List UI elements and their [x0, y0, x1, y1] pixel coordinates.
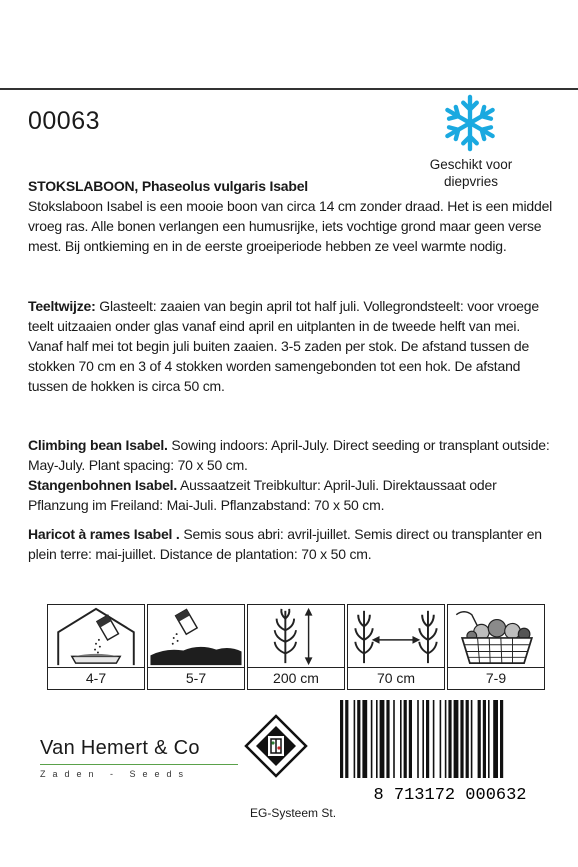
- german-section: [28, 475, 558, 515]
- barcode-bar: [371, 700, 373, 778]
- eg-system-label: EG-Systeem St.: [250, 806, 337, 820]
- barcode-bar: [362, 700, 367, 778]
- german-body: Aussaatzeit Treibkultur: April-Juli. Direktaussaat oder Pflanzung im Freiland: Mai-Juli. Pflanzabstand: 70 x 50 cm.: [28, 477, 497, 513]
- cultivation-body: Glasteelt: zaaien van begin april tot half juli. Vollegrondsteelt: voor vroege teelt uitzaaien onder glas vanaf eind april en uitplanten in de tweede helft van mei. Vanaf half mei tot begin juli buiten zaaien. 3-5 zaden per stok. De afstand tussen de stokken 70 cm en 3 of 4 stokken worden samengebonden tot een hok. De afstand tussen de hokken is circa 50 cm.: [28, 298, 539, 394]
- dutch-title: STOKSLABOON, Phaseolus vulgaris Isabel: [28, 178, 309, 194]
- pictogram-harvest: [447, 604, 545, 690]
- pictogram-plant-spacing: [347, 604, 445, 690]
- company-emblem-icon: [244, 714, 308, 778]
- plant-height-icon: [247, 604, 345, 668]
- barcode-number: 8 713172 000632: [373, 786, 527, 802]
- dutch-description: [28, 176, 558, 256]
- outdoor-sowing-icon: [147, 604, 245, 668]
- snowflake-icon: [441, 94, 499, 152]
- freezer-label-line-2: diepvries: [443, 174, 499, 189]
- pictogram-label: 7-9: [447, 668, 545, 690]
- barcode-bar: [354, 700, 356, 778]
- product-code: 00063: [28, 107, 101, 135]
- pictogram-row: [47, 604, 547, 690]
- pictogram-outdoor-sowing: [147, 604, 245, 690]
- barcode-bar: [393, 700, 395, 778]
- barcode-bar: [426, 700, 429, 778]
- barcode-bar: [345, 700, 348, 778]
- plant-spacing-icon: [347, 604, 445, 668]
- cultivation-title: Teeltwijze:: [28, 298, 96, 314]
- barcode-bar: [440, 700, 442, 778]
- barcode-bar: [493, 700, 498, 778]
- english-title: Climbing bean Isabel.: [28, 437, 168, 453]
- barcode-bar: [454, 700, 459, 778]
- english-section: [28, 435, 558, 475]
- barcode-bar: [417, 700, 419, 778]
- barcode-bar: [380, 700, 385, 778]
- barcode-bar: [386, 700, 389, 778]
- pictogram-label: 200 cm: [247, 668, 345, 690]
- freezer-label-line-1: Geschikt voor: [429, 157, 513, 172]
- indoor-sowing-icon: [47, 604, 145, 668]
- barcode-bar: [460, 700, 463, 778]
- brand-tagline: Zaden - Seeds: [40, 769, 191, 779]
- barcode-bar: [466, 700, 469, 778]
- barcode-bar: [445, 700, 447, 778]
- harvest-basket-icon: [447, 604, 545, 668]
- barcode-bar: [488, 700, 490, 778]
- barcode-bar: [409, 700, 412, 778]
- barcode-bar: [500, 700, 503, 778]
- barcode-bar: [404, 700, 407, 778]
- barcode-bar: [483, 700, 486, 778]
- barcode: [336, 698, 564, 802]
- barcode-bar: [448, 700, 451, 778]
- french-title: Haricot à rames Isabel .: [28, 526, 180, 542]
- barcode-bar: [340, 700, 343, 778]
- barcode-bar: [357, 700, 360, 778]
- french-body: Semis sous abri: avril-juillet. Semis direct ou transplanter en plein terre: mai-juillet. Distance de plantation: 70 x 50 cm.: [28, 526, 542, 562]
- barcode-bar: [471, 700, 473, 778]
- barcode-bar: [478, 700, 481, 778]
- pictogram-label: 5-7: [147, 668, 245, 690]
- barcode-bar: [376, 700, 378, 778]
- brand-underline: [40, 764, 238, 765]
- pictogram-plant-height: [247, 604, 345, 690]
- pictogram-label: 4-7: [47, 668, 145, 690]
- german-title: Stangenbohnen Isabel.: [28, 477, 178, 493]
- cultivation-section: [28, 296, 558, 396]
- top-divider: [0, 88, 578, 90]
- barcode-bar: [422, 700, 424, 778]
- barcode-bar: [400, 700, 402, 778]
- english-body: Sowing indoors: April-July. Direct seeding or transplant outside: May-July. Plant spacing: 70 x 50 cm.: [28, 437, 550, 473]
- pictogram-indoor-sowing: [47, 604, 145, 690]
- dutch-body: Stokslaboon Isabel is een mooie boon van circa 14 cm zonder draad. Het is een middel vroeg ras. Alle bonen verlangen een humusrijke, iets vochtige grond maar geen verse mest. Bij ontkieming en in de eerste groeiperiode hebben ze veel warmte nodig.: [28, 198, 553, 254]
- barcode-bar: [433, 700, 435, 778]
- brand-name: Van Hemert & Co: [40, 737, 200, 759]
- french-section: [28, 524, 558, 564]
- pictogram-label: 70 cm: [347, 668, 445, 690]
